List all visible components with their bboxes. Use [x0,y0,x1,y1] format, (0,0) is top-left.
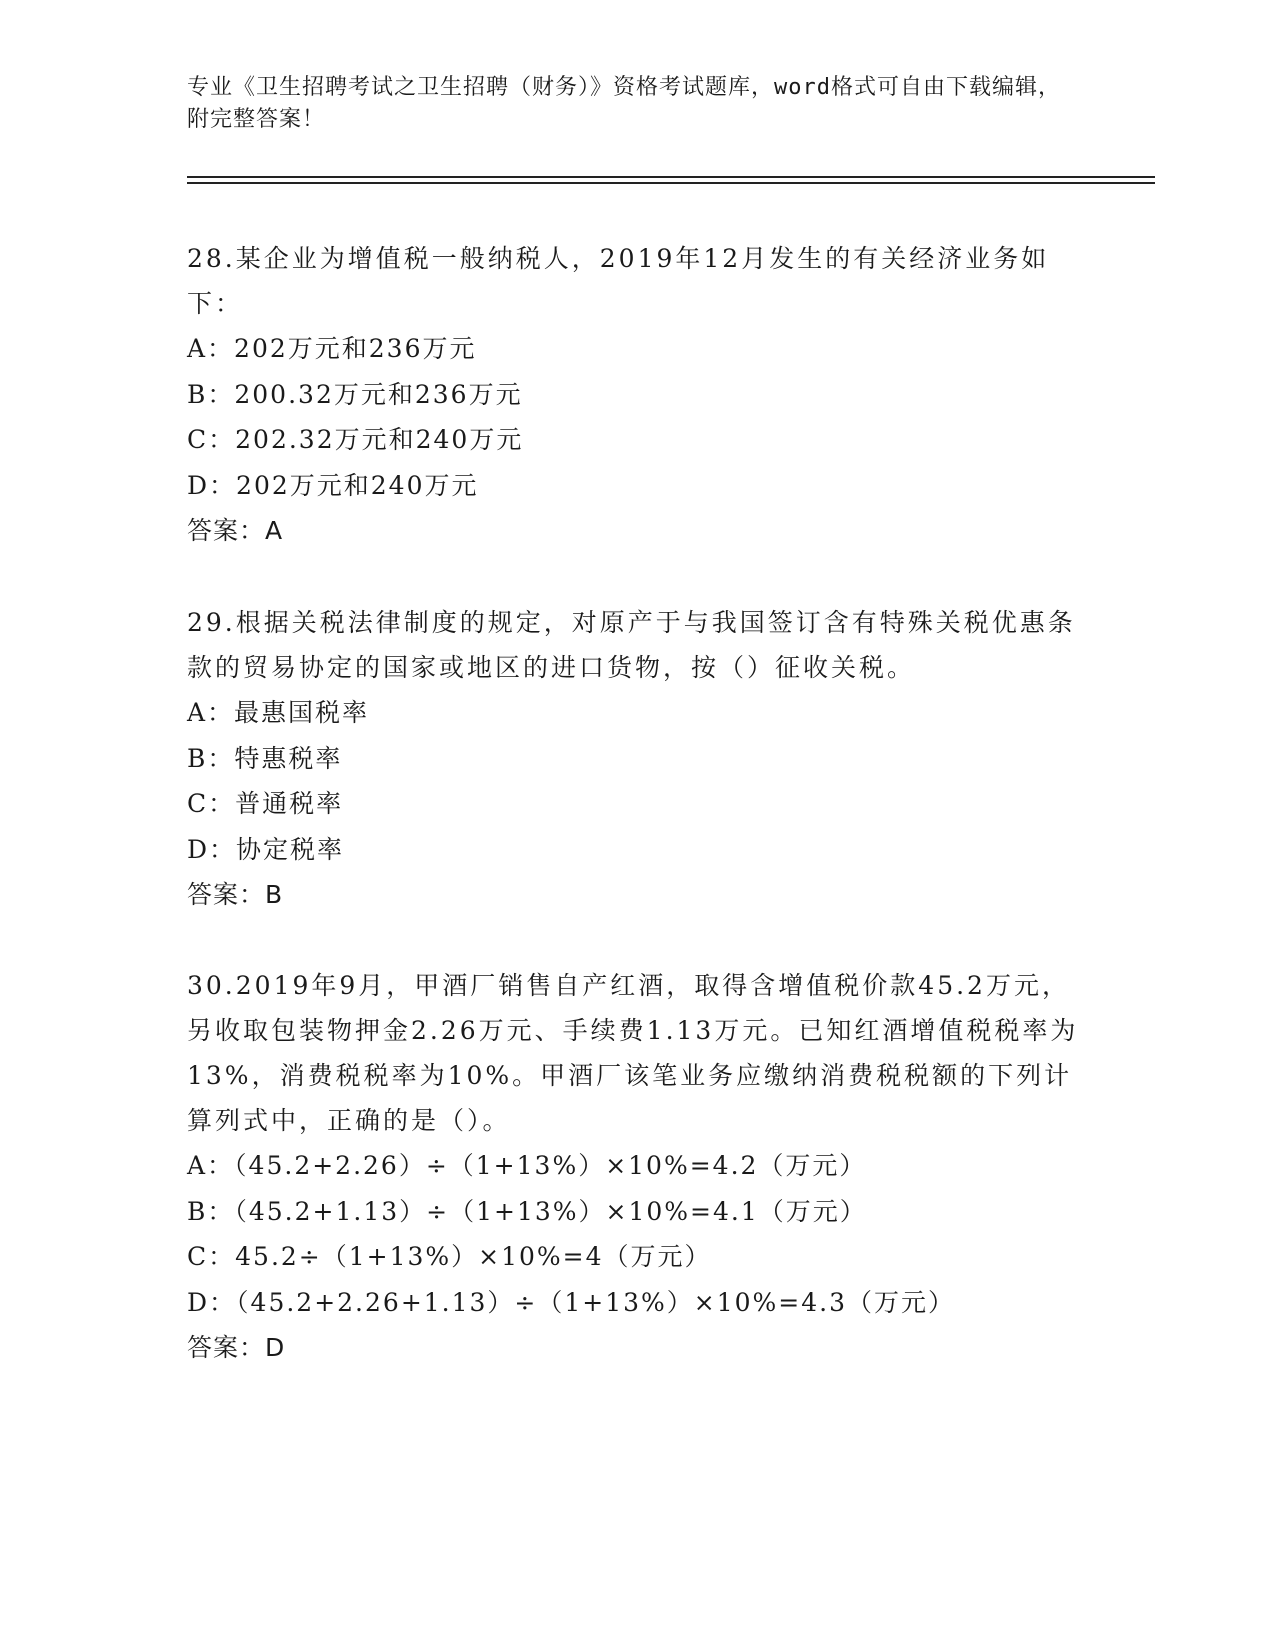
answer-label: 答案：D [187,1333,286,1362]
header-divider-top [187,176,1155,178]
option-a: A：最惠国税率 [187,698,370,727]
question-29 [187,600,1087,918]
option-d: D：协定税率 [187,834,345,864]
header-divider-bottom [187,182,1155,184]
option-d: D：202万元和240万元 [187,470,479,500]
option-b: B：200.32万元和236万元 [187,379,523,409]
option-c: C：普通税率 [187,789,344,818]
document-header: 专业《卫生招聘考试之卫生招聘（财务）》资格考试题库，word格式可自由下载编辑，附完整答案！ [187,75,1061,132]
option-b: B：特惠税率 [187,743,343,773]
option-c: C：45.2÷（1+13%）×10%=4（万元） [187,1242,712,1271]
question-30 [187,963,1087,1371]
option-a: A：（45.2+2.26）÷（1+13%）×10%=4.2（万元） [187,1151,867,1180]
question-28 [187,236,1087,554]
question-stem: 30.2019年9月，甲酒厂销售自产红酒，取得含增值税价款45.2万元，另收取包装物押金2.26万元、手续费1.13万元。已知红酒增值税税率为13%，消费税税率为10%。甲酒厂该笔业务应缴纳消费税税额的下列计算列式中，正确的是（）。 [187,971,1079,1135]
option-b: B：（45.2+1.13）÷（1+13%）×10%=4.1（万元） [187,1196,867,1226]
question-stem: 28.某企业为增值税一般纳税人，2019年12月发生的有关经济业务如下： [187,244,1050,318]
option-d: D：（45.2+2.26+1.13）÷（1+13%）×10%=4.3（万元） [187,1287,956,1317]
question-stem: 29.根据关税法律制度的规定，对原产于与我国签订含有特殊关税优惠条款的贸易协定的国家或地区的进口货物，按（）征收关税。 [187,608,1076,682]
option-c: C：202.32万元和240万元 [187,425,524,454]
answer-label: 答案：A [187,516,284,545]
answer-label: 答案：B [187,880,284,909]
option-a: A：202万元和236万元 [187,334,477,363]
